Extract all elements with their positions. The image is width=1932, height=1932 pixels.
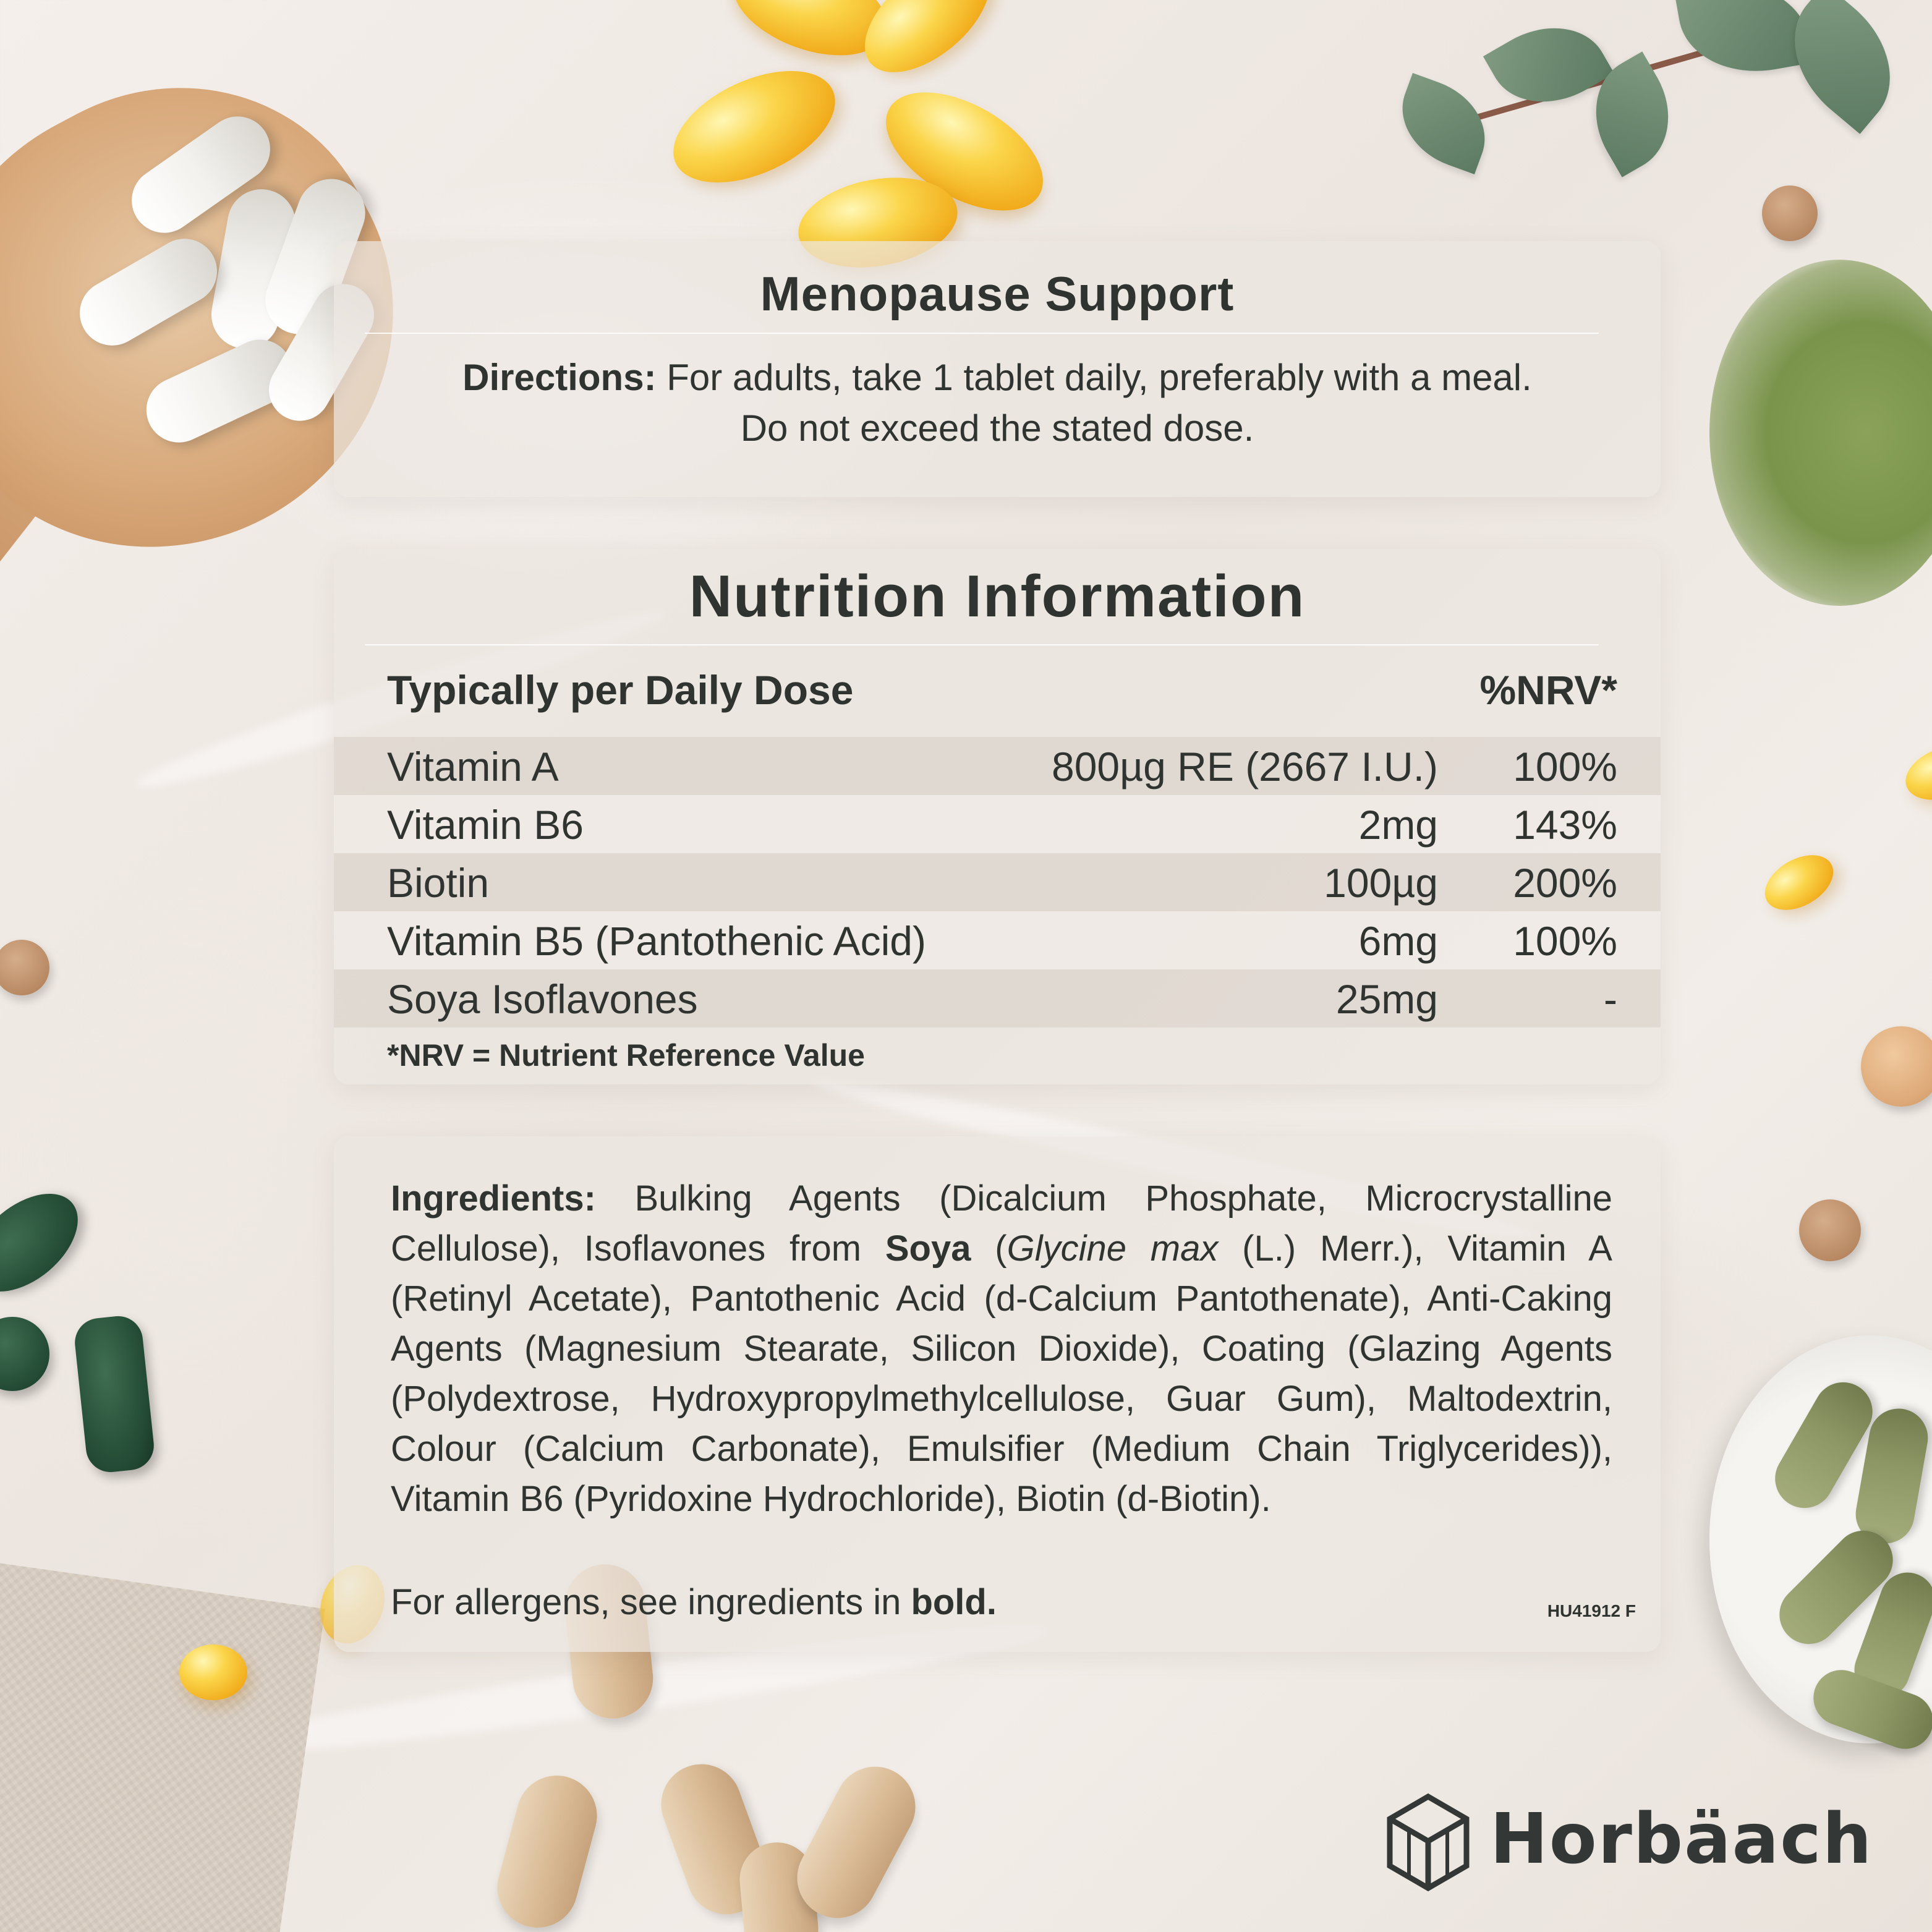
nutrient-nrv: 200%	[1513, 860, 1617, 906]
nutrition-table	[334, 737, 1661, 1028]
ingredients-panel	[334, 1136, 1661, 1652]
header-daily-dose: Typically per Daily Dose	[387, 667, 854, 713]
brand-logo	[1385, 1793, 1892, 1892]
directions-panel	[334, 241, 1661, 497]
hexagon-cube-logo-icon	[1385, 1793, 1471, 1892]
nutrient-nrv: -	[1604, 976, 1617, 1022]
nutrition-table-header	[387, 666, 1617, 722]
product-code: HU41912 F	[1547, 1601, 1636, 1620]
allergen-soya: Soya	[885, 1228, 971, 1269]
nutrient-amount: 2mg	[1358, 802, 1438, 848]
allergens-text: For allergens, see ingredients in	[391, 1582, 911, 1622]
table-row	[334, 911, 1661, 969]
table-row	[334, 737, 1661, 795]
round-tablet	[1799, 1199, 1861, 1261]
eucalyptus-leaf	[1674, 0, 1812, 84]
directions-line-1	[334, 352, 1661, 403]
nutrient-amount: 25mg	[1335, 976, 1438, 1022]
allergens-note	[391, 1581, 997, 1623]
round-tablet	[0, 940, 49, 995]
ingredients-label: Ingredients:	[391, 1178, 596, 1219]
ingredients-part-1: Bulking Agents (Dicalcium Phosphate, Microcrystalline Cellulose), Isoflavones from	[391, 1178, 1612, 1269]
table-row	[334, 969, 1661, 1028]
directions-line1-text: For adults, take 1 tablet daily, preferably with a meal.	[656, 357, 1532, 398]
nutrient-amount: 800µg RE (2667 I.U.)	[1051, 744, 1438, 789]
nutrient-amount: 6mg	[1358, 918, 1438, 964]
nutrient-name: Vitamin B5 (Pantothenic Acid)	[387, 918, 926, 964]
softgel-capsule	[1755, 844, 1842, 921]
divider	[365, 333, 1599, 334]
nutrition-panel	[334, 549, 1661, 1084]
divider	[365, 644, 1599, 645]
eucalyptus-leaf	[1387, 73, 1500, 174]
directions-text	[334, 352, 1661, 454]
softgel-capsule	[656, 48, 852, 205]
product-title: Menopause Support	[760, 266, 1235, 321]
nutrient-name: Vitamin A	[387, 744, 559, 789]
nutrition-title: Nutrition Information	[689, 563, 1306, 629]
ingredients-text	[391, 1173, 1612, 1524]
table-row	[334, 795, 1661, 853]
softgel-capsule	[179, 1645, 247, 1700]
spirulina-tablet	[0, 1317, 49, 1391]
nutrient-nrv: 100%	[1513, 744, 1617, 789]
table-row	[334, 853, 1661, 911]
ingredients-part-3: (L.) Merr.), Vitamin A (Retinyl Acetate), Pantothenic Acid (d-Calcium Pantothenate), Anti-Caking Agents (Magnesium Stearate, Silicon Dioxide), Coating (Glazing Agents (Polydextrose, Hydroxypropylmethylcellulose, Guar Gum), Maltodextrin, Colour (Calcium Carbonate), Emulsifier (Medium Chain Triglycerides)), Vitamin B6 (Pyridoxine Hydrochloride), Biotin (d-Biotin).	[391, 1228, 1612, 1519]
beige-tablet	[488, 1766, 606, 1932]
nutrient-amount: 100µg	[1324, 860, 1438, 906]
green-powder	[1709, 260, 1932, 606]
round-tablet	[1861, 1026, 1932, 1107]
brand-name: Horbäach	[1490, 1799, 1873, 1879]
nutrient-name: Soya Isoflavones	[387, 976, 698, 1022]
spirulina-tablet	[0, 1175, 96, 1311]
latin-name: Glycine max	[1006, 1228, 1219, 1269]
ingredients-part-2: (	[971, 1228, 1007, 1269]
nutrient-name: Biotin	[387, 860, 490, 906]
nutrient-nrv: 100%	[1513, 918, 1617, 964]
round-tablet	[1762, 185, 1818, 241]
linen-cloth	[0, 1560, 325, 1932]
nutrient-name: Vitamin B6	[387, 802, 584, 848]
softgel-capsule	[1898, 736, 1932, 810]
spirulina-tablet	[72, 1314, 156, 1475]
allergens-bold: bold.	[911, 1582, 997, 1622]
directions-line-2: Do not exceed the stated dose.	[740, 407, 1254, 449]
directions-label: Directions:	[462, 357, 657, 398]
nutrient-nrv: 143%	[1513, 802, 1617, 848]
nrv-footnote: *NRV = Nutrient Reference Value	[387, 1038, 865, 1073]
header-nrv: %NRV*	[1479, 667, 1617, 713]
